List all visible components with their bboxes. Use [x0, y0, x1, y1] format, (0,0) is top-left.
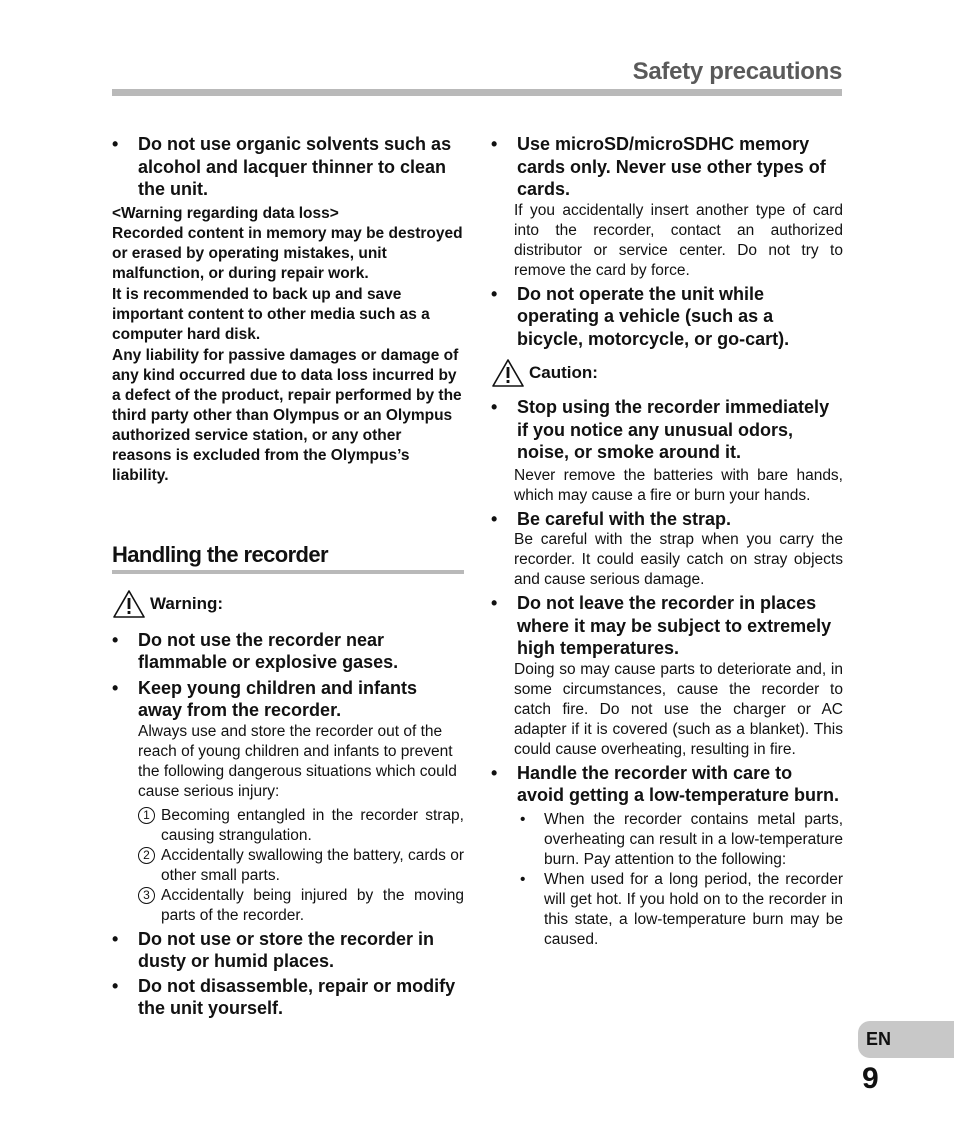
high-temp-body: Doing so may cause parts to deteriorate and, in some circumstances, cause the recorder to catch fire. Do not use the charger or AC adapter if it is covered (such as a blanket). This could cause overheating, resulting in fire. — [514, 660, 843, 758]
children-body: Always use and store the recorder out of the reach of young children and infants to prevent the following dangerous situations which could cause serious injury: — [138, 722, 457, 800]
warning-triangle-icon — [112, 589, 146, 619]
caution-label: Caution: — [491, 358, 843, 388]
bullet-dusty: • Do not use or store the recorder in dusty or humid places. — [112, 928, 435, 971]
low-temp-point: • When the recorder contains metal parts, overheating can result in a low-temperature burn. Pay attention to the following: — [514, 810, 843, 870]
bullet-organic-solvents: • Do not use organic solvents such as alcohol and lacquer thinner to clean the unit. — [112, 134, 452, 199]
bullet-strap: • Be careful with the strap. — [491, 508, 732, 529]
data-loss-paragraph-1: Recorded content in memory may be destroyed or erased by operating mistakes, unit malfunction, or during repair work. — [112, 224, 463, 282]
bullet-disassemble: • Do not disassemble, repair or modify the unit yourself. — [112, 975, 456, 1018]
microsd-body: If you accidentally insert another type of card into the recorder, contact an authorized distributor or service center. Do not try to remove the card by force. — [514, 201, 843, 279]
stop-using-body: Never remove the batteries with bare hands, which may cause a fire or burn your hands. — [514, 466, 843, 504]
bullet-dot: • — [491, 593, 498, 613]
bullet-dot: • — [491, 134, 498, 154]
data-loss-paragraph-2: It is recommended to back up and save important content to other media such as a computer hard disk. — [112, 285, 430, 343]
bullet-dot: • — [491, 762, 498, 783]
warning-label: Warning: — [112, 589, 464, 619]
bullet-dot: • — [112, 677, 119, 698]
language-tab: EN — [858, 1021, 954, 1058]
sub-bullet-dot: • — [520, 870, 526, 888]
hazard-list — [112, 806, 464, 926]
bullet-microsd: • Use microSD/microSDHC memory cards only. Never use other types of cards. — [491, 134, 826, 199]
sub-bullet-dot: • — [520, 810, 526, 828]
caution-triangle-icon — [491, 358, 525, 388]
bullet-dot: • — [112, 134, 119, 154]
strap-body: Be careful with the strap when you carry the recorder. It could easily catch on stray objects and cause serious damage. — [514, 531, 843, 588]
bullet-vehicle: • Do not operate the unit while operating a vehicle (such as a bicycle, motorcycle, or go-cart). — [491, 283, 790, 349]
bullet-dot: • — [491, 283, 498, 304]
bullet-dot: • — [491, 508, 498, 529]
data-loss-paragraph-3: Any liability for passive damages or damage of any kind occurred due to data loss incurred by a defect of the product, repair performed by the third party other than Olympus or an Olympus authorized service station, or any other reasons is excluded from the Olympus’s liability. — [112, 346, 462, 484]
section-title: Handling the recorder — [112, 542, 464, 574]
bullet-stop-using: • Stop using the recorder immediately if you notice any unusual odors, noise, or smoke around it. — [491, 397, 830, 462]
low-temp-points — [491, 810, 843, 950]
bullet-children: • Keep young children and infants away from the recorder. — [112, 677, 418, 720]
right-column — [491, 133, 843, 950]
left-column — [112, 133, 464, 1020]
data-loss-heading: <Warning regarding data loss> — [112, 204, 339, 222]
bullet-dot: • — [112, 629, 119, 650]
page-number: 9 — [862, 1062, 879, 1095]
page-title: Safety precautions — [632, 58, 842, 85]
header-rule — [112, 89, 842, 96]
hazard-item: 2 Accidentally swallowing the battery, cards or other small parts. — [138, 846, 464, 886]
bullet-dot: • — [112, 928, 119, 949]
bullet-dot: • — [112, 975, 119, 996]
low-temp-point: • When used for a long period, the recorder will get hot. If you hold on to the recorder in this state, a low-temperature burn may be caused. — [514, 870, 843, 950]
hazard-item: 1 Becoming entangled in the recorder strap, causing strangulation. — [138, 806, 464, 846]
bullet-high-temp: • Do not leave the recorder in places where it may be subject to extremely high temperatures. — [491, 593, 832, 658]
bullet-flammable: • Do not use the recorder near flammable or explosive gases. — [112, 629, 399, 672]
hazard-item: 3 Accidentally being injured by the moving parts of the recorder. — [138, 886, 464, 926]
bullet-dot: • — [491, 397, 498, 417]
bullet-low-temp: • Handle the recorder with care to avoid getting a low-temperature burn. — [491, 762, 840, 805]
